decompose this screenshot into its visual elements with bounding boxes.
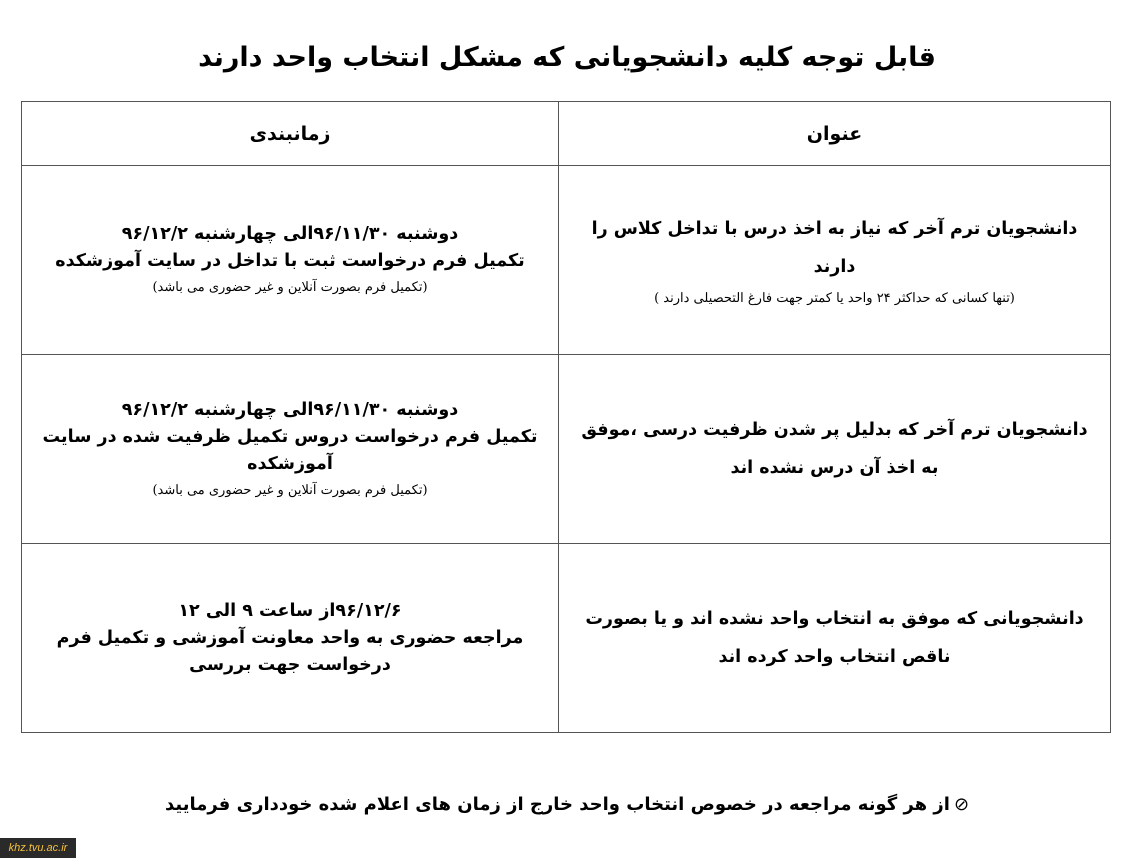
row-schedule-action: مراجعه حضوری به واحد معاونت آموزشی و تکمیل فرم درخواست جهت بررسی: [56, 627, 524, 675]
row-schedule-date: ۹۶/۱۲/۶از ساعت ۹ الی ۱۲: [178, 600, 402, 621]
table-row: [22, 166, 1111, 355]
schedule-table: [21, 101, 1111, 733]
table-header-row: [22, 102, 1111, 166]
site-logo: khz.tvu.ac.ir: [0, 838, 76, 858]
footer-text: از هر گونه مراجعه در خصوص انتخاب واحد خارج از زمان های اعلام شده خودداری فرمایید: [164, 794, 950, 815]
row-subject-cell: [559, 355, 1111, 544]
header-subject: عنوان: [559, 102, 1111, 166]
prohibited-icon: ⊘: [953, 794, 970, 815]
row-schedule-date: دوشنبه ۹۶/۱۱/۳۰الی چهارشنبه ۹۶/۱۲/۲: [121, 399, 459, 420]
row-subject: دانشجویان ترم آخر که بدلیل پر شدن ظرفیت درسی ،موفق به اخذ آن درس نشده اند: [581, 420, 1088, 478]
row-schedule-action: تکمیل فرم درخواست دروس تکمیل ظرفیت شده در سایت آموزشکده: [42, 426, 538, 474]
table-row: [22, 544, 1111, 733]
row-subject-cell: [559, 544, 1111, 733]
row-schedule-note: (تکمیل فرم بصورت آنلاین و غیر حضوری می باشد): [152, 482, 428, 498]
row-schedule-date: دوشنبه ۹۶/۱۱/۳۰الی چهارشنبه ۹۶/۱۲/۲: [121, 224, 459, 244]
row-subject: دانشجویان ترم آخر که نیاز به اخذ درس با تداخل کلاس را دارند: [591, 219, 1078, 277]
row-schedule-cell: [22, 355, 559, 544]
footer-notice: [0, 790, 1134, 820]
page-title: قابل توجه کلیه دانشجویانی که مشکل انتخاب واحد دارند: [198, 42, 936, 73]
row-subject-note: (تنها کسانی که حداکثر ۲۴ واحد یا کمتر جهت فارغ التحصیلی دارند ): [654, 291, 1015, 306]
row-schedule-cell: [22, 544, 559, 733]
row-subject: دانشجویانی که موفق به انتخاب واحد نشده اند و یا بصورت ناقص انتخاب واحد کرده اند: [585, 609, 1084, 667]
row-schedule-note: (تکمیل فرم بصورت آنلاین و غیر حضوری می باشد): [152, 280, 428, 295]
header-schedule: زمانبندی: [22, 102, 559, 166]
row-subject-cell: [559, 166, 1111, 355]
row-schedule-action: تکمیل فرم درخواست ثبت با تداخل در سایت آموزشکده: [55, 251, 525, 271]
row-schedule-cell: [22, 166, 559, 355]
table-row: [22, 355, 1111, 544]
